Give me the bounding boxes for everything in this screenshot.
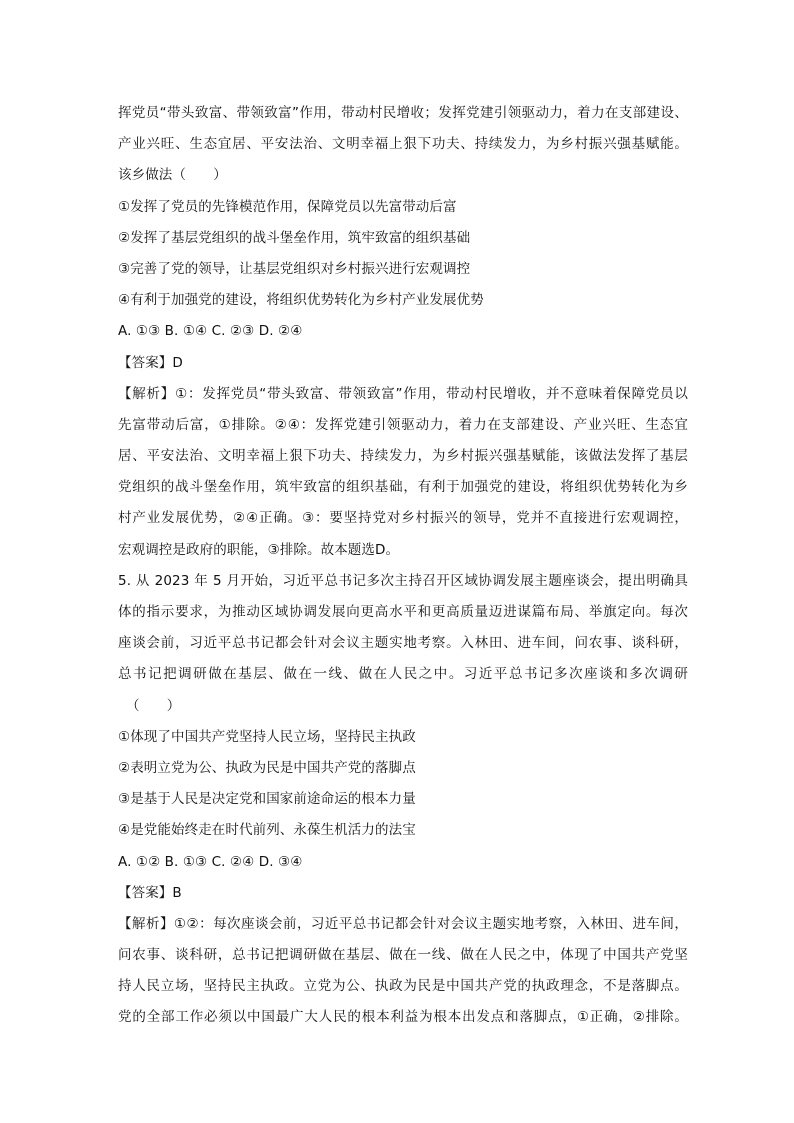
- q5-analysis: [118, 909, 688, 1034]
- analysis-line: 村产业发展优势，②④正确。③：要坚持党对乡村振兴的领导，党并不直接进行宏观调控，: [118, 510, 688, 527]
- analysis-line: 问农事、谈科研，总书记把调研做在基层、做在一线、做在人民之中，体现了中国共产党坚: [118, 947, 688, 964]
- q4-stem: [118, 98, 688, 192]
- text-line: 座谈会前，习近平总书记都会针对会议主题实地考察。入林田、进车间，问农事、谈科研，: [118, 635, 688, 652]
- text-line: 体的指示要求，为推动区域协调发展向更高水平和更高质量迈进谋篇布局、举旗定向。每次: [118, 604, 688, 620]
- option-statement-1: ①体现了中国共产党坚持人民立场，坚持民主执政: [118, 728, 416, 745]
- text-line: 产业兴旺、生态宜居、平安法治、文明幸福上狠下功夫、持续发力，为乡村振兴强基赋能。: [118, 136, 688, 153]
- answer-choices: A. ①② B. ①③ C. ②④ D. ③④: [118, 853, 303, 870]
- option-statement-4: ④有利于加强党的建设，将组织优势转化为乡村产业发展优势: [118, 292, 484, 309]
- q5-stem: [118, 566, 688, 722]
- answer-line: 【答案】B: [118, 884, 182, 901]
- analysis-line: 党组织的战斗堡垒作用，筑牢致富的组织基础，有利于加强党的建设，将组织优势转化为乡: [118, 479, 688, 496]
- option-statement-2: ②发挥了基层党组织的战斗堡垒作用，筑牢致富的组织基础: [118, 229, 471, 246]
- q5-answer: [118, 878, 688, 909]
- option-statement-1: ①发挥了党员的先锋模范作用，保障党员以先富带动后富: [118, 198, 457, 215]
- analysis-line: 居、平安法治、文明幸福上狠下功夫、持续发力，为乡村振兴强基赋能，该做法发挥了基层: [118, 448, 688, 465]
- document-content: [118, 98, 688, 1034]
- q5-options: [118, 722, 688, 878]
- option-statement-4: ④是党能始终走在时代前列、永葆生机活力的法宝: [118, 822, 416, 839]
- text-line: 5. 从 2023 年 5 月开始，习近平总书记多次主持召开区域协调发展主题座谈会，提出明确具: [118, 572, 688, 589]
- analysis-line: 党的全部工作必须以中国最广大人民的根本利益为根本出发点和落脚点，①正确，②排除。: [118, 1009, 688, 1026]
- analysis-line: 先富带动后富，①排除。②④：发挥党建引领驱动力，着力在支部建设、产业兴旺、生态宜: [118, 416, 688, 433]
- analysis-line: 宏观调控是政府的职能，③排除。故本题选D。: [118, 541, 400, 558]
- analysis-line: 【解析】①：发挥党员“带头致富、带领致富”作用，带动村民增收，并不意味着保障党员以: [118, 385, 688, 402]
- text-line: 挥党员“带头致富、带领致富”作用，带动村民增收；发挥党建引领驱动力，着力在支部建设、: [118, 105, 688, 121]
- q4-analysis: [118, 379, 688, 566]
- option-statement-3: ③是基于人民是决定党和国家前途命运的根本力量: [118, 791, 416, 808]
- question-prompt: （ ）: [126, 697, 181, 714]
- answer-choices: A. ①③ B. ①④ C. ②③ D. ②④: [118, 323, 303, 340]
- option-statement-2: ②表明立党为公、执政为民是中国共产党的落脚点: [118, 759, 416, 776]
- answer-line: 【答案】D: [118, 354, 183, 371]
- question-prompt: 该乡做法（ ）: [118, 167, 227, 184]
- analysis-line: 【解析】①②：每次座谈会前，习近平总书记都会针对会议主题实地考察，入林田、进车间，: [118, 915, 688, 932]
- q4-answer: [118, 348, 688, 379]
- option-statement-3: ③完善了党的领导，让基层党组织对乡村振兴进行宏观调控: [118, 260, 471, 277]
- text-line: 总书记把调研做在基层、做在一线、做在人民之中。习近平总书记多次座谈和多次调研: [118, 666, 688, 683]
- analysis-line: 持人民立场，坚持民主执政。立党为公、执政为民是中国共产党的执政理念，不是落脚点。: [118, 978, 688, 995]
- q4-options: [118, 192, 688, 348]
